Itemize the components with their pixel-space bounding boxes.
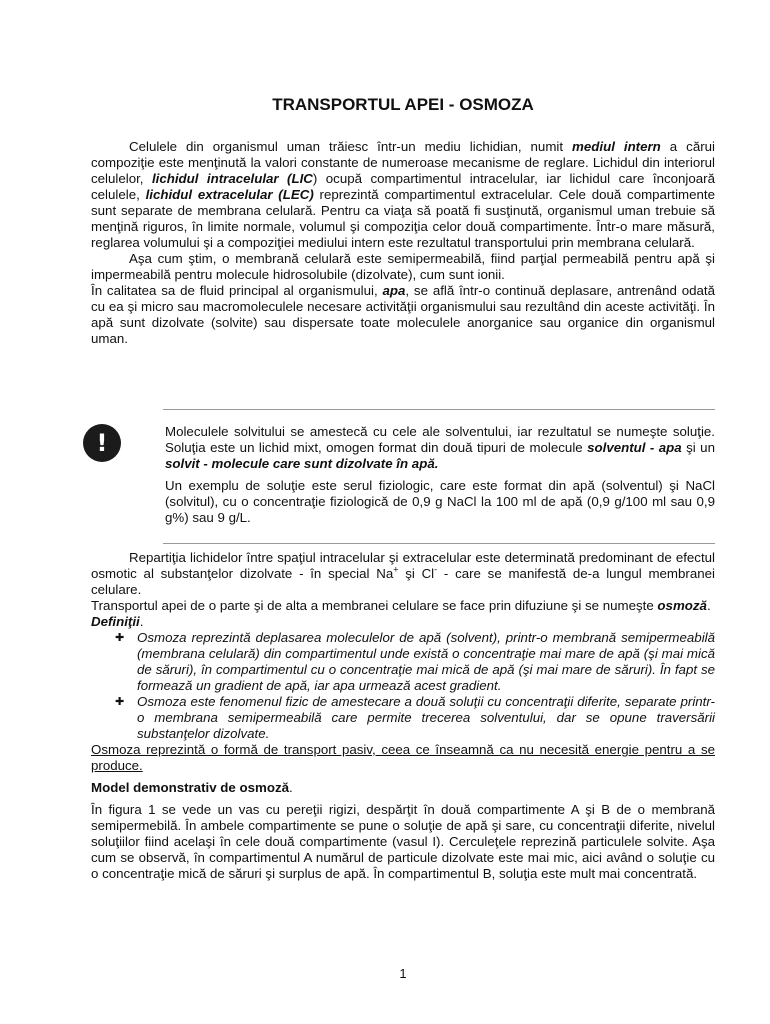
intro-section: [91, 139, 715, 347]
term-mediul-intern: mediul intern: [572, 139, 661, 154]
text-run: .: [706, 598, 711, 613]
page-number: 1: [399, 966, 407, 981]
text-run: .: [139, 614, 144, 629]
model-paragraph: În figura 1 se vede un vas cu pereţii rigizi, despărţit în două compartimente A şi B de o membrană semipermebilă. În ambele compartimente se pune o soluţie de apă şi sare, cu concentraţii diferite, nivelul soluţiilor fiind acelaşi în cele două compartimente (vasul I). Cerculeţele reprezină particulele solvite. Aşa cum se observă, în compartimentul A numărul de particule dizolvate este mai mic, aici având o soluţie cu o concentraţie mică de săruri şi surplus de apă. În compartimentul B, soluţia este mult mai concentrată.: [91, 802, 715, 881]
exclamation-icon: [83, 424, 121, 462]
note-box: [165, 424, 715, 526]
note-paragraph-1: [165, 424, 715, 472]
page-title: TRANSPORTUL APEI - OSMOZA: [272, 95, 534, 114]
term-lec: lichidul extracelular (LEC): [145, 187, 314, 202]
body-paragraph-1: [91, 550, 715, 598]
text-run: ) ocupă compartimentul intracelular, iar lichidul care înconjoară celulele,: [91, 171, 715, 202]
bullet-icon: ✚: [115, 632, 125, 644]
term-solvent: solventul - apa: [587, 440, 682, 455]
body-section: [91, 550, 715, 882]
definition-item: [91, 630, 715, 694]
definitions-heading: [91, 614, 715, 630]
text-run: .: [289, 780, 293, 795]
term-apa: apa: [382, 283, 406, 298]
superscript: +: [393, 564, 399, 575]
bullet-icon: ✚: [115, 696, 125, 708]
text-run: - care se manifestă de-a lungul membranei celulare.: [91, 566, 715, 597]
definition-item: [91, 694, 715, 742]
term-lic: lichidul intracelular (LIC: [151, 171, 313, 186]
term-solvit: solvit - molecule care sunt dizolvate în apă.: [165, 456, 439, 471]
exclamation-glyph: !: [96, 429, 108, 457]
note-paragraph-2: Un exemplu de soluţie este serul fiziologic, care este format din apă (solventul) şi NaCl (solvitul), cu o concentraţie fiziologică de 0,9 g NaCl la 100 ml de apă (0,9 g/100 ml sau 0,9 g%) sau 9 g/L.: [165, 478, 715, 525]
body-paragraph-2: [91, 598, 715, 614]
text-run: Transportul apei de o parte şi de alta a membranei celulare se face prin difuziune şi se numeşte: [91, 598, 658, 613]
intro-paragraph-2: Aşa cum ştim, o membrană celulară este semipermeabilă, fiind parţial permeabilă pentru apă şi impermeabilă pentru molecule hidrosolubile (dizolvate), cum sunt ionii.: [91, 251, 715, 282]
passive-transport-statement: Osmoza reprezintă o formă de transport pasiv, ceea ce înseamnă ca nu necesită energie pentru a se produce.: [91, 742, 715, 773]
text-run: Moleculele solvitului se amestecă cu cele ale solventului, iar rezultatul se numeşte soluţie. Soluţia este un lichid mixt, omogen format din două tipuri de molecule: [165, 424, 715, 455]
definition-text: Osmoza reprezintă deplasarea moleculelor de apă (solvent), printr-o membrană semipermeabilă (membrana celulară) din compartimentul unde există o concentraţie mai mare de apă (şi mai mică de săruri), în compartimentul cu o concentraţie mai mică de apă (şi mai mare de săruri). În fapt se formează un gradient de apă, iar apa urmează acest gradient.: [137, 630, 715, 693]
text-run: În calitatea sa de fluid principal al organismului,: [91, 283, 383, 298]
text-run: , se află într-o continuă deplasare, antrenând odată cu ea şi micro sau macromoleculele necesare activităţii organismului sau rezultând din aceste activităţi. În apă sunt dizolvate (solvite) sau dispersate toate moleculele anorganice sau organice din organismul uman.: [91, 283, 715, 346]
intro-paragraph-1: [91, 139, 715, 251]
definitions-label: Definiţii: [91, 614, 140, 629]
model-heading: [91, 780, 715, 796]
text-run: şi un: [681, 440, 715, 455]
model-title: Model demonstrativ de osmoză: [91, 780, 290, 795]
superscript: -: [434, 564, 438, 575]
text-run: Celulele din organismul uman trăiesc într-un mediu lichidian, numit: [129, 139, 573, 154]
note-bottom-divider: [163, 543, 715, 544]
definition-text: Osmoza este fenomenul fizic de amestecare a două soluţii cu concentraţii diferite, separate printr-o membrana semipermeabilă care permite trecerea solventului, dar se opune traversării substanţelor dizolvate.: [137, 694, 715, 741]
term-osmoza: osmoză: [657, 598, 707, 613]
intro-paragraph-3: [91, 283, 715, 347]
text-run: reprezintă compartimentul extracelular. Cele două compartimente sunt separate de membrana celulară. Pentru ca viaţa să poată fi susţinută, organismul uman trebuie să menţină riguros, în limite normale, volumul şi compoziţia celor două compartimente. Într-o mare măsură, reglarea volumului şi a compoziţiei mediului intern este rezultatul transportului prin membrana celulară.: [91, 187, 715, 250]
text-run: şi Cl: [398, 566, 435, 581]
note-top-divider: [163, 409, 715, 410]
text-run: a cărui compoziţie este menţinută la valori constante de numeroase mecanisme de reglare. Lichidul din interiorul celulelor,: [91, 139, 716, 186]
text-run: Repartiţia lichidelor între spaţiul intracelular şi extracelular este determinată predominant de efectul osmotic al substanţelor dizolvate - în special Na: [91, 550, 715, 581]
